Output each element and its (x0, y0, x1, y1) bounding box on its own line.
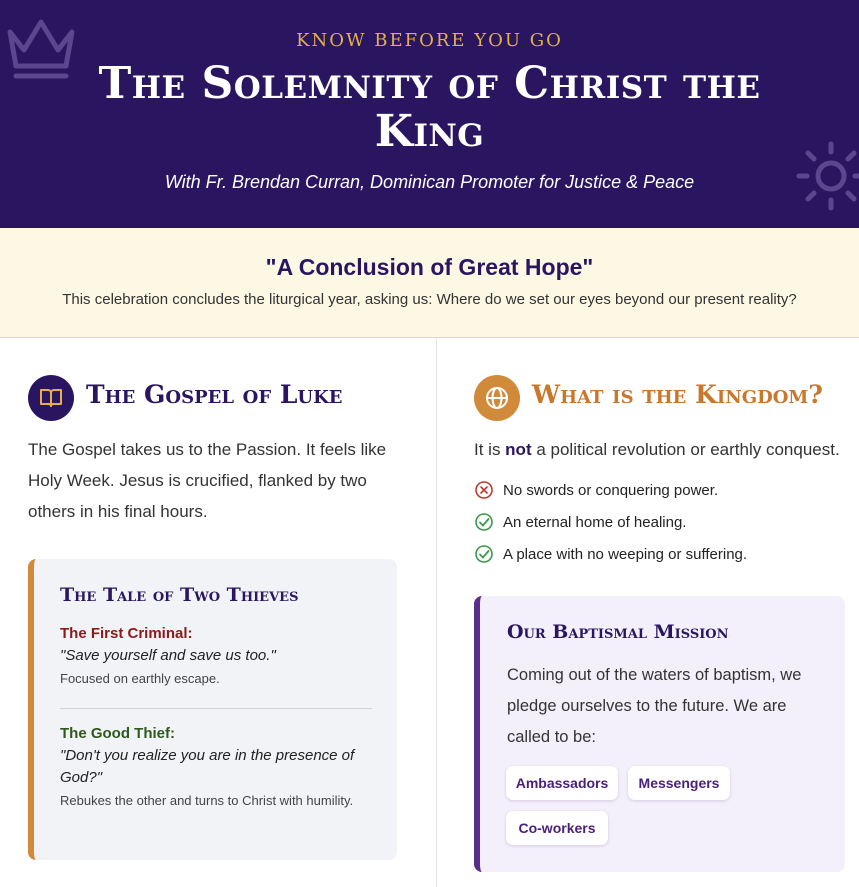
globe-icon (484, 385, 510, 411)
first-criminal-note: Focused on earthly escape. (60, 671, 220, 686)
kingdom-intro-emphasis: not (505, 440, 532, 459)
gospel-title: The Gospel of Luke (86, 380, 343, 409)
page-title: The Solemnity of Christ the King (98, 58, 761, 157)
x-circle-icon (474, 480, 494, 500)
kingdom-item-text: A place with no weeping or suffering. (503, 545, 748, 563)
kingdom-title: What is the Kingdom? (532, 380, 823, 409)
role-pill: Ambassadors (506, 766, 618, 800)
card-divider (60, 708, 372, 709)
page-header (0, 0, 859, 228)
banner-title: "A Conclusion of Great Hope" (265, 254, 594, 280)
baptismal-mission-card (474, 596, 845, 872)
hope-banner (0, 228, 859, 338)
kingdom-list-item (474, 479, 718, 501)
first-criminal-quote: "Save yourself and save us too." (60, 647, 276, 664)
two-thieves-title: The Tale of Two Thieves (60, 584, 299, 606)
kingdom-intro-post: a political revolution or earthly conquest. (531, 440, 840, 459)
kingdom-section-icon (474, 375, 520, 421)
check-circle-icon (474, 544, 494, 564)
role-pill: Messengers (628, 766, 730, 800)
page-subtitle: With Fr. Brendan Curran, Dominican Promoter for Justice & Peace (164, 172, 695, 192)
good-thief-quote: "Don't you realize you are in the presence of God?" (60, 747, 355, 786)
gospel-section-icon (28, 375, 74, 421)
kingdom-item-text: No swords or conquering power. (503, 481, 719, 499)
check-circle-icon (474, 512, 494, 532)
mission-title: Our Baptismal Mission (507, 621, 729, 643)
kingdom-item-text: An eternal home of healing. (503, 513, 687, 531)
good-thief-note: Rebukes the other and turns to Christ with humility. (60, 793, 354, 808)
banner-text: This celebration concludes the liturgical year, asking us: Where do we set our eyes beyond our present reality? (62, 291, 797, 308)
header-kicker: KNOW BEFORE YOU GO (296, 30, 563, 51)
two-thieves-card (28, 559, 397, 860)
kingdom-list-item (474, 543, 747, 565)
kingdom-intro-pre: It is (474, 440, 506, 459)
book-icon (39, 386, 63, 410)
kingdom-intro (474, 434, 854, 465)
good-thief-label: The Good Thief: (60, 725, 175, 742)
first-criminal-label: The First Criminal: (60, 625, 193, 642)
kingdom-list-item (474, 511, 686, 533)
column-divider (436, 338, 437, 887)
mission-text: Coming out of the waters of baptism, we pledge ourselves to the future. We are called to be: (507, 666, 802, 746)
gospel-text: The Gospel takes us to the Passion. It feels like Holy Week. Jesus is crucified, flanked by two others in his final hours. (28, 440, 387, 521)
role-pill: Co-workers (506, 811, 608, 845)
